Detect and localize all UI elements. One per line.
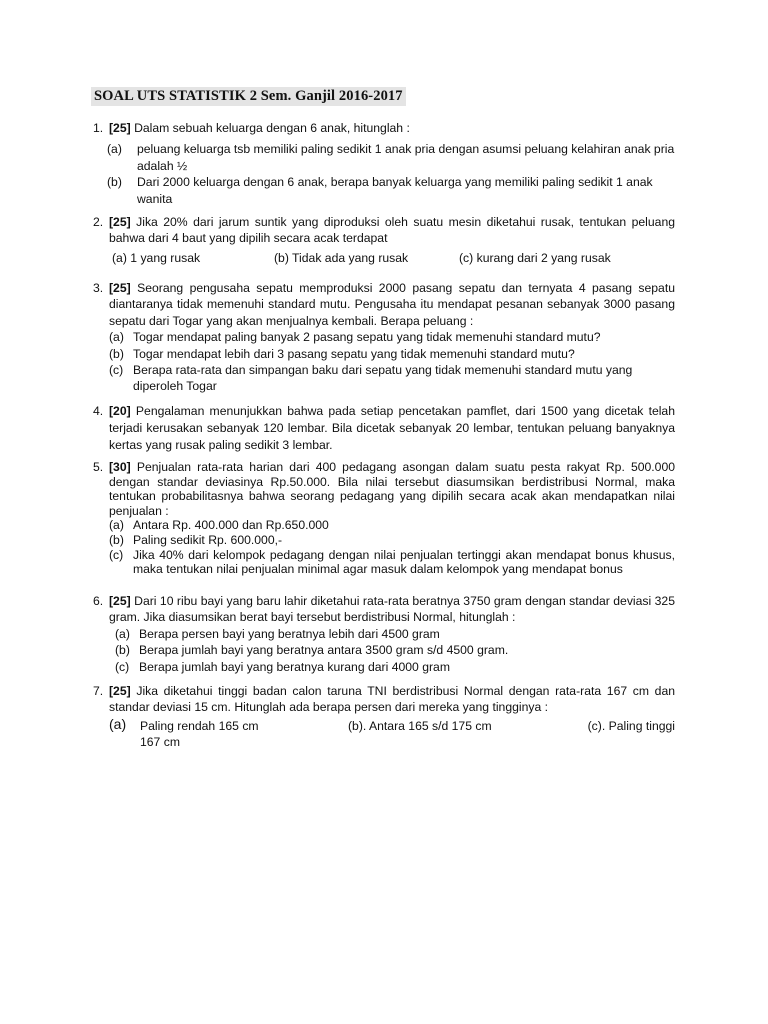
question-points: [20] [109, 404, 131, 418]
list-item [109, 533, 675, 548]
question-3 [93, 280, 675, 395]
question-number: 4. [93, 404, 104, 418]
question-options [109, 247, 675, 267]
question-6 [93, 593, 675, 675]
question-number: 3. [93, 281, 104, 295]
list-item [109, 362, 675, 395]
question-points: [25] [109, 594, 131, 608]
option-b: (b) Tidak ada yang rusak [274, 250, 409, 265]
item-label: (c) [109, 363, 124, 378]
question-number: 6. [93, 594, 104, 608]
question-7 [93, 683, 675, 750]
item-text: Berapa jumlah bayi yang beratnya antara 3500 gram s/d 4500 gram. [139, 643, 509, 658]
item-label: (b) [115, 643, 130, 658]
option-c: (c) kurang dari 2 yang rusak [459, 250, 611, 265]
list-item [107, 141, 675, 174]
list-item [109, 346, 675, 362]
question-stem: Jika diketahui tinggi badan calon taruna TNI berdistribusi Normal dengan rata-rata 167 cm dan standar deviasi 15 cm. Hitunglah ada berapa persen dari mereka yang tingginya : [109, 684, 676, 715]
item-label: (b) [109, 346, 124, 361]
question-number: 7. [93, 684, 104, 698]
question-stem: Dari 10 ribu bayi yang baru lahir diketahui rata-rata beratnya 3750 gram dengan standar deviasi 325 gram. Jika diasumsikan berat bayi tersebut berdistribusi Normal, hitunglah : [109, 594, 675, 625]
question-items [109, 141, 675, 207]
option-a-label: (a) [109, 715, 127, 732]
question-items [109, 518, 675, 576]
item-label: (a) [109, 518, 124, 533]
question-points: [30] [109, 460, 131, 474]
item-text: Jika 40% dari kelompok pedagang dengan nilai penjualan tertinggi akan mendapat bonus khusus, maka tentukan nilai penjualan minimal agar masuk dalam kelompok yang mendapat bonus [133, 547, 675, 577]
question-items [109, 329, 675, 395]
list-item [109, 329, 675, 345]
question-4 [93, 403, 675, 455]
item-label: (a) [115, 626, 130, 641]
item-label: (b) [107, 175, 122, 190]
item-text: Berapa jumlah bayi yang beratnya kurang dari 4000 gram [139, 659, 450, 674]
item-text: peluang keluarga tsb memiliki paling sedikit 1 anak pria dengan asumsi peluang kelahiran anak pria adalah ½ [137, 142, 675, 173]
list-item [109, 518, 675, 533]
question-stem: Jika 20% dari jarum suntik yang diproduksi oleh suatu mesin diketahui rusak, tentukan peluang bahwa dari 4 baut yang dipilih secara acak terdapat [109, 215, 675, 246]
question-text [109, 280, 675, 329]
list-item [107, 174, 675, 207]
option-c: (c). Paling tinggi [587, 718, 675, 733]
question-number: 1. [93, 121, 104, 135]
question-points: [25] [109, 684, 131, 698]
item-label: (a) [109, 330, 124, 345]
question-text [109, 683, 675, 716]
item-text: Berapa persen bayi yang beratnya lebih dari 4500 gram [139, 626, 440, 641]
list-item [115, 659, 675, 675]
list-item [115, 642, 675, 658]
question-stem: Pengalaman menunjukkan bahwa pada setiap pencetakan pamflet, dari 1500 yang dicetak telah terjadi kerusakan sebanyak 120 lembar. Bila dicetak sebanyak 20 lembar, tentukan peluang banyaknya kertas yang rusak paling sedikit 3 lembar. [109, 404, 675, 453]
question-5 [93, 460, 675, 577]
question-points: [25] [109, 281, 131, 295]
exam-title: SOAL UTS STATISTIK 2 Sem. Ganjil 2016-2017 [91, 87, 406, 106]
item-label: (c) [109, 547, 124, 562]
list-item [115, 626, 675, 642]
question-1 [93, 120, 675, 207]
item-text: Togar mendapat paling banyak 2 pasang sepatu yang tidak memenuhi standard mutu? [133, 330, 601, 345]
item-label: (a) [107, 142, 122, 157]
question-stem: Dalam sebuah keluarga dengan 6 anak, hitunglah : [134, 121, 410, 135]
question-text [109, 593, 675, 626]
item-text: Paling sedikit Rp. 600.000,- [133, 532, 283, 547]
question-points: [25] [109, 215, 131, 229]
question-number: 2. [93, 215, 104, 229]
item-text: Berapa rata-rata dan simpangan baku dari sepatu yang tidak memenuhi standard mutu yang diperoleh Togar [133, 363, 633, 394]
question-points: [25] [109, 121, 131, 135]
option-c-continuation: 167 cm [140, 734, 180, 749]
item-label: (b) [109, 532, 124, 547]
option-b: (b). Antara 165 s/d 175 cm [348, 718, 492, 733]
question-2 [93, 214, 675, 267]
question-items [109, 626, 675, 675]
question-text [109, 214, 675, 247]
list-item [109, 548, 675, 577]
question-options [109, 716, 675, 750]
question-number: 5. [93, 460, 104, 474]
option-a: (a) 1 yang rusak [112, 250, 201, 265]
option-a: Paling rendah 165 cm [140, 718, 259, 733]
question-text [109, 120, 675, 136]
item-label: (c) [115, 659, 130, 674]
item-text: Antara Rp. 400.000 dan Rp.650.000 [133, 518, 329, 533]
item-text: Togar mendapat lebih dari 3 pasang sepatu yang tidak memenuhi standard mutu? [133, 346, 575, 361]
question-text [109, 403, 675, 455]
item-text: Dari 2000 keluarga dengan 6 anak, berapa banyak keluarga yang memiliki paling sedikit 1 anak wanita [137, 175, 653, 206]
question-text [109, 460, 675, 518]
question-stem: Seorang pengusaha sepatu memproduksi 2000 pasang sepatu dan ternyata 4 pasang sepatu diantaranya tidak memenuhi standard mutu. Pengusaha itu mendapat pesanan sebanyak 3000 pasang sepatu dari Togar yang akan menjualnya kembali. Berapa peluang : [109, 281, 675, 328]
question-stem: Penjualan rata-rata harian dari 400 pedagang asongan dalam suatu pesta rakyat Rp. 500.000 dengan standar deviasinya Rp.50.000. Bila nilai tersebut diasumsikan berdistribusi Normal, maka tentukan probabilitasnya bahwa seorang pedagang yang dipilih secara acak akan mendapatkan nilai penjualan : [109, 460, 675, 518]
